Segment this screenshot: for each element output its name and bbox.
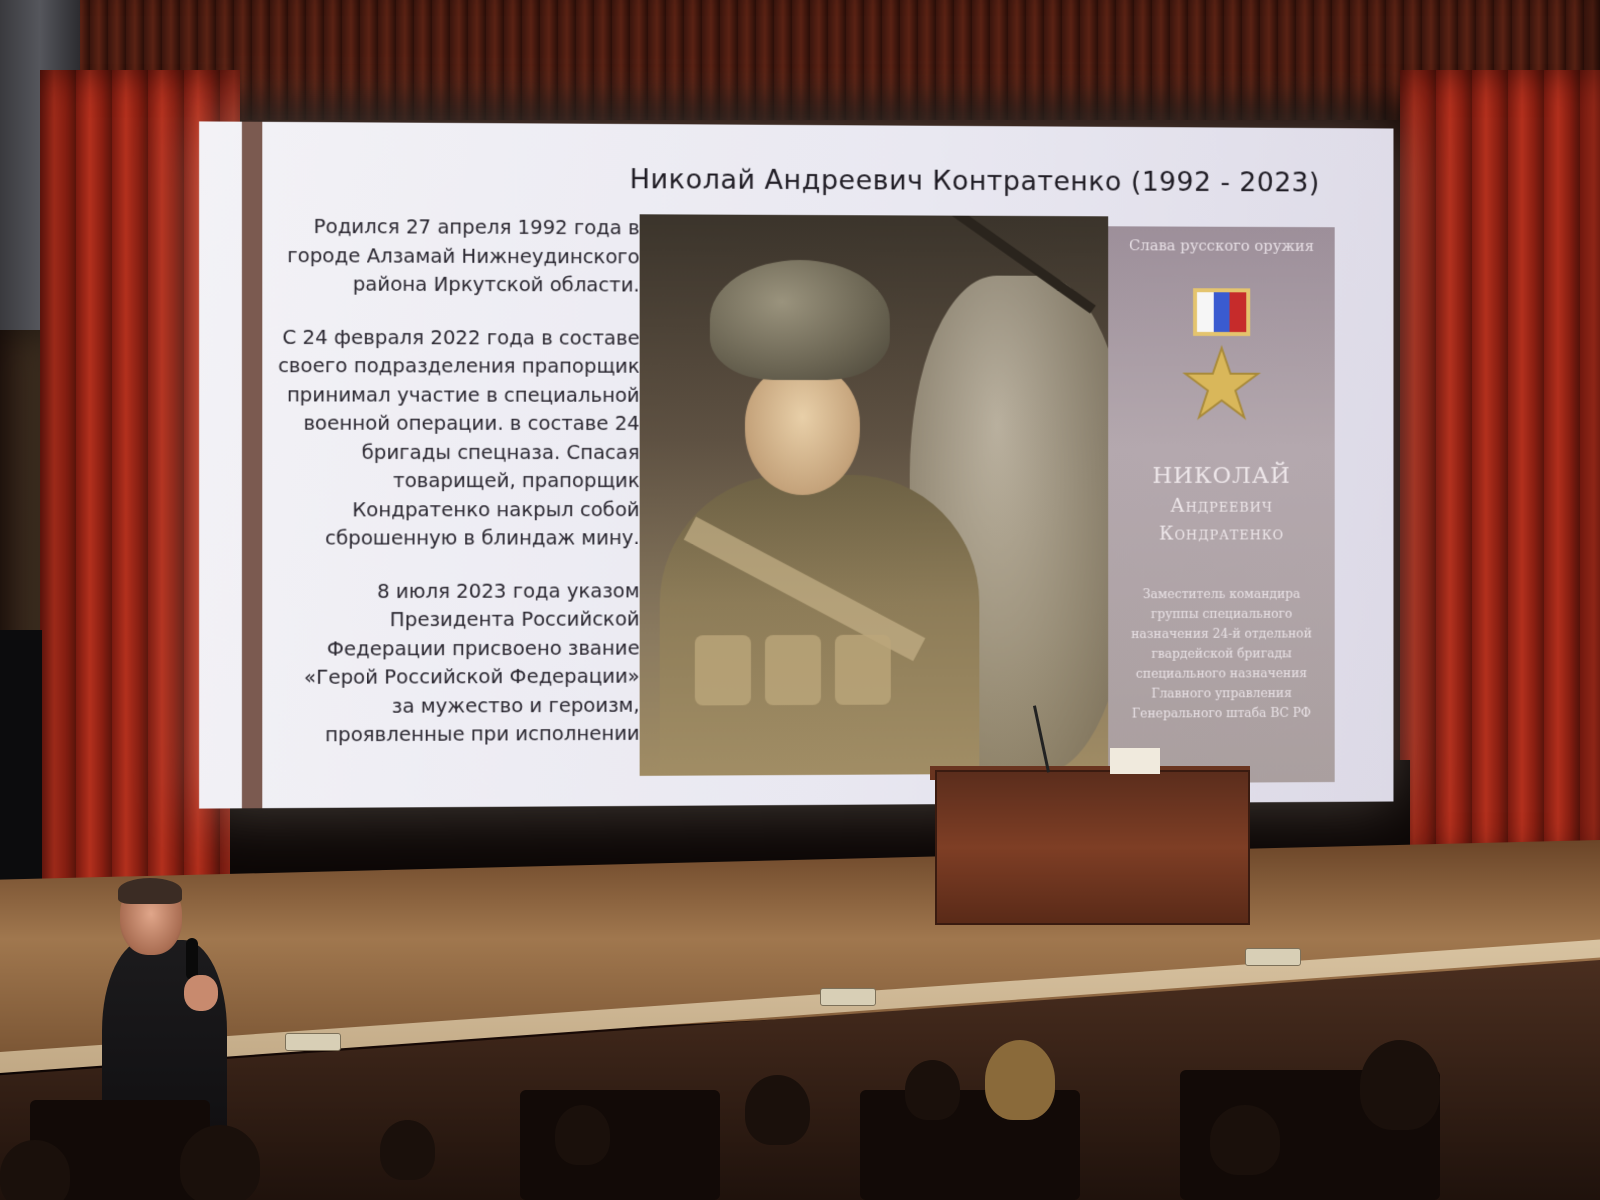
slide-title: Николай Андреевич Контратенко (1992 - 2023)	[629, 164, 1320, 199]
soldier-face	[745, 365, 860, 495]
armor-pouch	[835, 635, 891, 705]
slide-accent-stripe	[242, 122, 262, 809]
right-curtain	[1400, 70, 1600, 860]
medal-ribbon-icon	[1193, 288, 1250, 336]
projection-screen	[199, 121, 1393, 808]
slide-bio-text	[276, 213, 640, 775]
hero-award-panel	[1108, 226, 1335, 783]
bio-paragraph-1: Родился 27 апреля 1992 года в городе Алзамай Нижнеудинского района Иркутской области.	[287, 214, 640, 297]
award-name-middle: Андреевич	[1170, 494, 1273, 517]
stage-valance	[0, 0, 1600, 120]
audience-member	[905, 1060, 960, 1120]
soldier-helmet	[710, 260, 890, 380]
audience-member	[1360, 1040, 1440, 1130]
audience-member	[985, 1040, 1055, 1120]
audience	[0, 1030, 1600, 1200]
award-name-first: НИКОЛАЙ	[1152, 463, 1291, 489]
award-header: Слава русского оружия	[1128, 236, 1315, 255]
lectern-table	[935, 770, 1250, 925]
speaker-hair	[118, 878, 182, 904]
handheld-microphone	[186, 938, 198, 980]
audience-member	[555, 1105, 610, 1165]
soldier-body-armor	[660, 475, 980, 776]
bio-paragraph-3: 8 июля 2023 года указом Президента Российской Федерации присвоено звание «Герой Российской Федерации» за мужество и героизм, проявленные при исполнении	[304, 578, 640, 747]
audience-member	[380, 1120, 435, 1180]
audience-member	[1210, 1105, 1280, 1175]
audience-member	[745, 1075, 810, 1145]
armor-pouch	[765, 635, 821, 705]
soldier-photo	[640, 214, 1109, 776]
award-description: Заместитель командира группы специального назначения 24-й отдельной гвардейской бригады специального назначения Главного управления Генерального штаба ВС РФ	[1131, 585, 1312, 721]
audience-member	[180, 1125, 260, 1200]
audience-seat	[520, 1090, 720, 1200]
floor-socket	[1245, 948, 1301, 966]
armor-pouch	[695, 635, 751, 705]
speaker-hand	[184, 975, 218, 1011]
table-nameplate	[1110, 748, 1160, 774]
gold-star-icon	[1182, 344, 1261, 424]
award-name-last: Кондратенко	[1159, 522, 1285, 545]
floor-socket	[820, 988, 876, 1006]
bio-paragraph-2: С 24 февраля 2022 года в составе своего подразделения прапорщик принимал участие в специальной военной операции. в составе 24 бригады спецназа. Спасая товарищей, прапорщик Кондратенко накрыл собой сброшенную в блиндаж мину.	[277, 325, 640, 550]
